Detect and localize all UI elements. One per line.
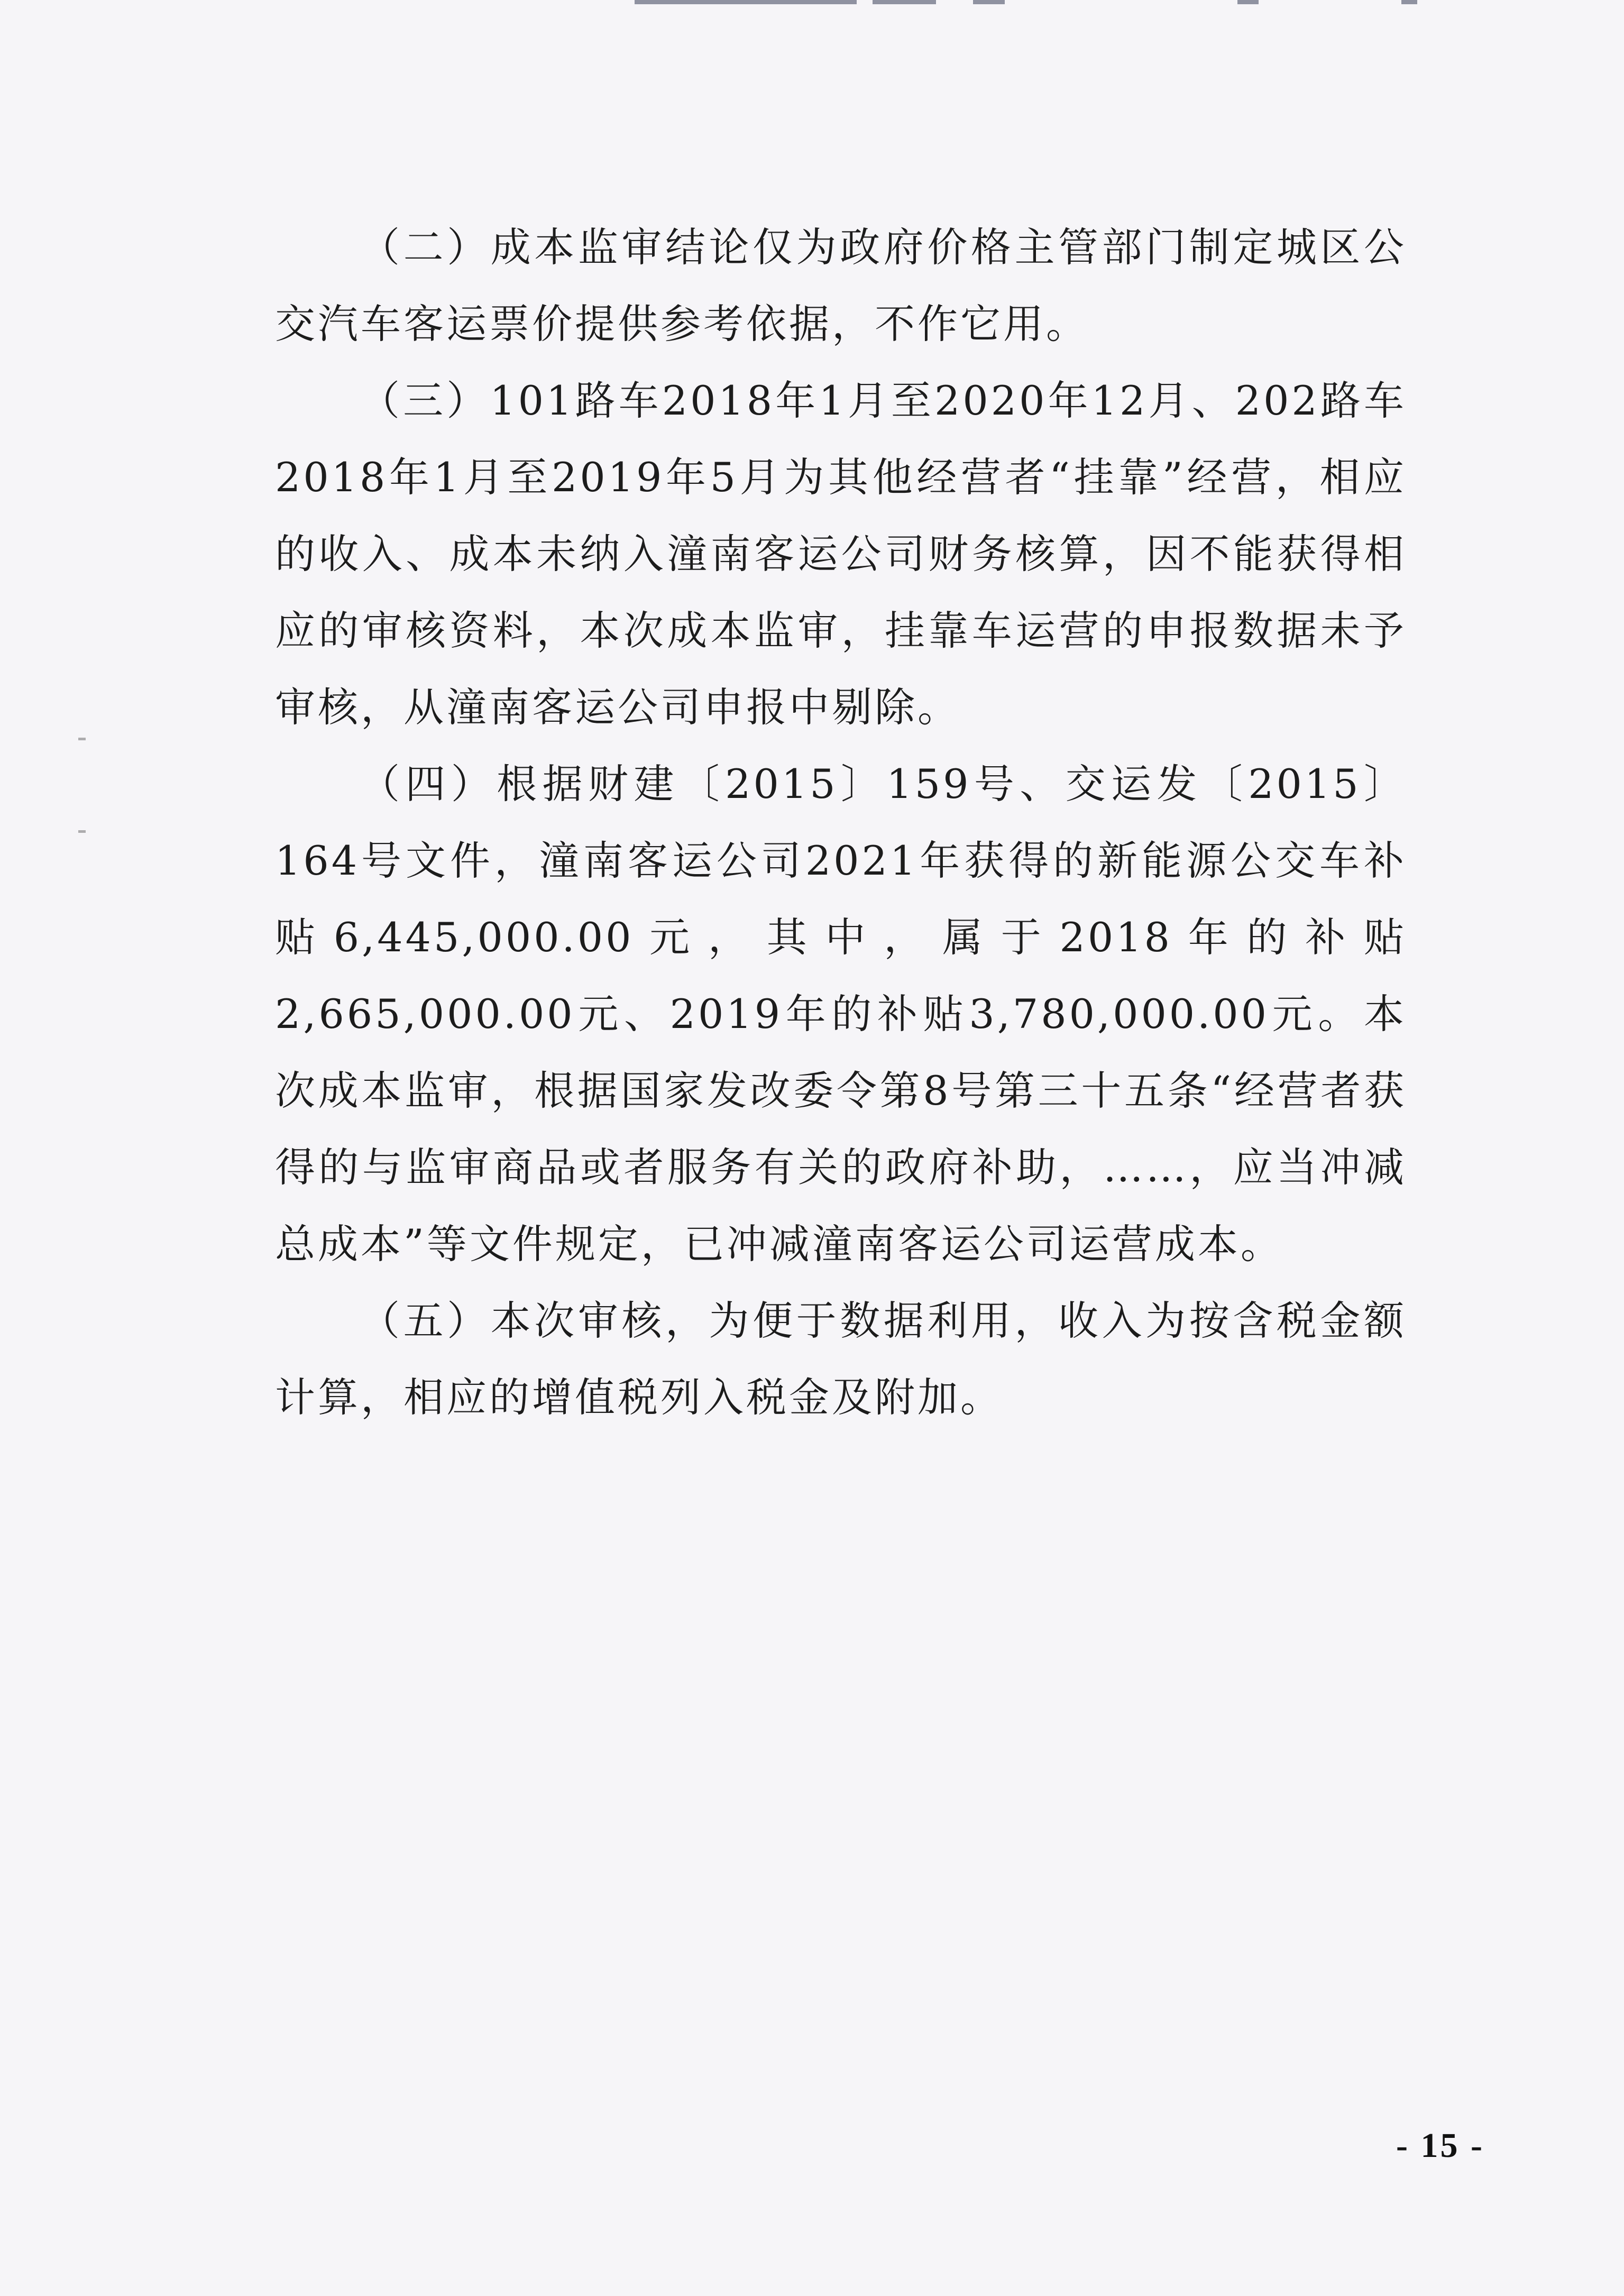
paragraph-2: （二）成本监审结论仅为政府价格主管部门制定城区公交汽车客运票价提供参考依据，不作它用。 [275, 224, 1407, 347]
page-number: - 15 - [1396, 2126, 1484, 2165]
document-body [275, 209, 1407, 1436]
scan-edge-marks [635, 0, 1481, 8]
paragraph-4: （四）根据财建〔2015〕159号、交运发〔2015〕164号文件，潼南客运公司2021年获得的新能源公交车补贴6,445,000.00元，其中，属于2018年的补贴2,665,000.00元、2019年的补贴3,780,000.00元。本次成本监审，根据国家发改委令第8号第三十五条“经营者获得的与监审商品或者服务有关的政府补助，……，应当冲减总成本”等文件规定，已冲减潼南客运公司运营成本。 [275, 760, 1407, 1268]
paragraph-3: （三）101路车2018年1月至2020年12月、202路车2018年1月至2019年5月为其他经营者“挂靠”经营，相应的收入、成本未纳入潼南客运公司财务核算，因不能获得相应的审核资料，本次成本监审，挂靠车运营的申报数据未予审核，从潼南客运公司申报中剔除。 [275, 377, 1407, 731]
paragraph-5: （五）本次审核，为便于数据利用，收入为按含税金额计算，相应的增值税列入税金及附加。 [275, 1297, 1407, 1421]
